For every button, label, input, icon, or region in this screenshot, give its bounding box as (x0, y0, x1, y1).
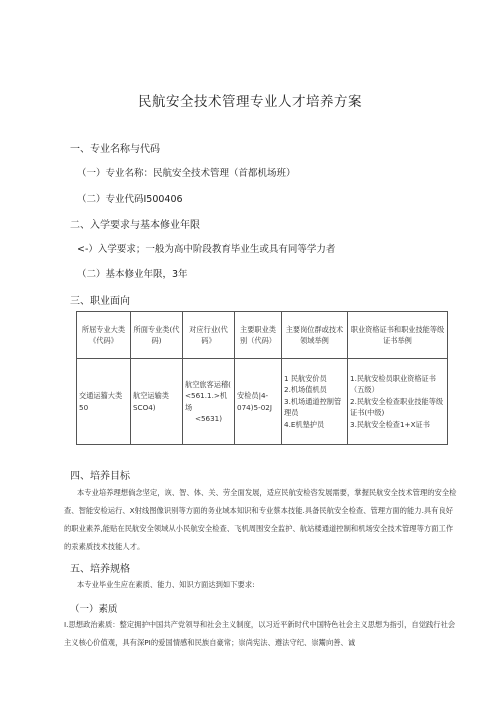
section-heading-4: 四、培养目标 (70, 471, 130, 482)
cell-line: 3.民航安全检查1+X证书 (350, 419, 430, 429)
major-code: （二）专业代码I500406 (77, 194, 183, 205)
section-heading-1: 一、专业名称与代码 (70, 144, 160, 155)
table-cell (348, 359, 448, 445)
cell-line: 4.E机墊护员 (284, 419, 325, 429)
table-cell: 交通运籀大类50 (77, 359, 131, 445)
study-duration: （二）基本修业年限，3年 (77, 269, 188, 280)
table-header-cell: 所面专业类(代码) (131, 312, 183, 359)
table-row (77, 359, 448, 445)
career-table (76, 311, 448, 445)
cell-line: <561.1.>机场 (185, 391, 228, 412)
table-cell: 航空运输类SCO4) (131, 359, 183, 445)
cell-line: 3.机场通道控制管理员 (284, 396, 342, 418)
table-header-cell: 所屈专业大类《代码》 (77, 312, 131, 359)
section-heading-2: 二、入学要求与基本修业年限 (70, 220, 200, 231)
section-heading-5: 五、培养规格 (70, 564, 130, 575)
table-cell (235, 359, 282, 445)
requirements-intro: 本专业毕业生应在素质、能力、知识方面达到如下要求: (77, 580, 255, 589)
subsection-quality: （一）素质 (70, 604, 118, 615)
admission-requirement: <-）入学要求；一般为高中阶段教育毕业生或具有同等学力者 (77, 244, 336, 255)
table-header-cell: 职业资格证书和职业技能等级证书举例 (348, 312, 448, 359)
training-goal-paragraph: 本专业培养理想倘念坚定，诙、智、体、关、劳全面发展，适应民航安检咨发展需要，掌握民航安全技术管理的安全检查、智能安检运行、X射线图像识别等方面的务业域本知识和专业蔡本技能.具备民航安全检查、管理方面的能力.具有良好的职业素养,能贴在民航安全领域从小民航安全检查、飞机周围安全监护、航站楼通道控制和机场安全技术管理等方面工作的汞素质技术技能人才。 (64, 488, 457, 551)
cell-line: <5631) (194, 414, 223, 423)
cell-line: 2.机场值机员 (284, 385, 327, 395)
table-header-row (77, 312, 448, 359)
table-header-cell: 主要岗位群或技术领域举例 (282, 312, 348, 359)
cell-line: 航空旅客运稽( (185, 379, 231, 389)
table-header-cell: 主要职业类别（代码） (235, 312, 282, 359)
table-header-cell: 对应行业(代码》 (183, 312, 235, 359)
cell-line: 1 民航安价员 (284, 373, 327, 383)
cell-line: 1.民航安检员职业资格证书（五级） (350, 373, 436, 395)
major-name: （一）专业名称：民航安全技术管理（首都机场班） (77, 168, 296, 179)
cell-line: 2.民航安全检查职业技能等级证书(中级) (350, 396, 444, 418)
political-quality-paragraph: I.思想政治素质：整定拥护中国共产党领导和社会主义制度，以习近平新时代中国特色社会主义思想为指引，自觉践行社会主义核心价值观，具有深PI的爱国情感和民族自豪常；崇尚宪法、遵法守纪、崇鬻向善、诚 (64, 620, 456, 647)
table-cell (183, 359, 235, 445)
page-title: 民航安全技术管理专业人才培养方案 (138, 94, 362, 110)
table-cell (282, 359, 348, 445)
cell-line: 安检员|4-074)5-02J (237, 391, 272, 412)
section-heading-3: 三、职业面向 (70, 296, 130, 307)
